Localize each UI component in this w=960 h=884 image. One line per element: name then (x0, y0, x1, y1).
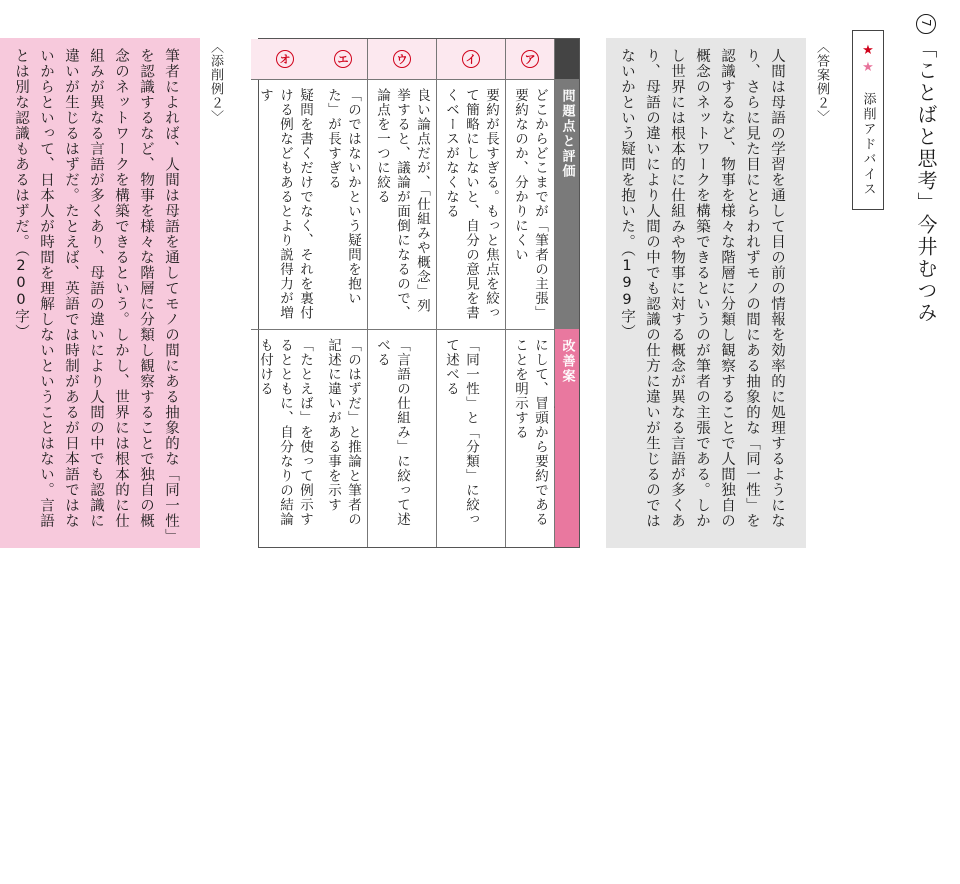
advice-label: 添削アドバイス (860, 92, 876, 197)
eval-cell (368, 80, 436, 330)
fix-cell (506, 330, 554, 547)
advice-box (852, 30, 884, 210)
correction-example-heading: 〈添削例２〉 (208, 40, 223, 124)
eval-header-label: 問題点と評価 (559, 89, 575, 179)
evaluation-table (258, 38, 580, 548)
marker-a: ア (521, 50, 539, 68)
mark-cell (251, 39, 319, 80)
answer-example-box (606, 38, 806, 548)
fix-text: 「のはずだ」と推論と筆者の記述に違いがある事を示す (325, 338, 361, 527)
fix-header-label: 改善案 (559, 339, 575, 384)
mark-cell (506, 39, 554, 80)
eval-header (555, 79, 579, 329)
table-row (437, 39, 506, 547)
advice-label-group (859, 43, 878, 197)
answer-example-heading: 〈答案例２〉 (814, 40, 829, 124)
fix-text: 「同一性」と「分類」に絞って述べる (443, 338, 479, 527)
mark-cell (437, 39, 505, 80)
title-number: 7 (916, 14, 936, 34)
star-icon: ★ (860, 43, 876, 60)
eval-cell (437, 80, 505, 330)
table-row (368, 39, 437, 547)
fix-text: 「言語の仕組み」に絞って述べる (374, 338, 410, 527)
title-text: 「ことばと思考」今井むつみ (914, 38, 938, 324)
eval-text: 「のではないかという疑問を抱いた」が長すぎる (325, 88, 361, 306)
eval-text: 良い論点だが、「仕組みや概念」列挙すると、議論が面倒になるので、論点を一つに絞る (374, 88, 430, 320)
fix-cell (319, 330, 367, 547)
fix-cell (368, 330, 436, 547)
header-corner (555, 39, 579, 79)
eval-text: 要約が長すぎる。もっと焦点を絞って簡略にしないと、自分の意見を書くベースがなくなる (443, 88, 499, 320)
correction-example-text: 筆者によれば、人間は母語を通してモノの間にある抽象的な「同一性」を認識するなど、物事を様々な階層に分類し観察することで独自の概念のネットワークを構築できるという。しかし、世界には根本的に仕組みが異なる言語が多くあり、母語の違いにより人間の中でも認識に違いが生じるはずだ。たとえば、英語では時制があるが日本語ではないからといって、日本人が時間を理解しないということはない。言語とは別な認識もあるはずだ。（200字） (13, 48, 179, 537)
answer-example-text: 人間は母語の学習を通して目の前の情報を効率的に処理するようになり、さらに見た目にとらわれずモノの間にある抽象的な「同一性」を認識するなど、物事を様々な階層に分類し観察することで人間独自の概念のネットワークを構築できるというのが筆者の主張である。しかし世界には根本的に仕組みや物事に対する概念が異なる言語が多くあり、母語の違いにより人間の中でも認識の仕方に違いが生じるのではないかという疑問を抱いた。（199字） (619, 48, 785, 529)
table-row (506, 39, 555, 547)
fix-cell (437, 330, 505, 547)
page-title (916, 14, 936, 324)
marker-i: イ (462, 50, 480, 68)
fix-text: 「たとえば」を使って例示するとともに、自分なりの結論も付ける (257, 338, 313, 527)
marker-u: ウ (393, 50, 411, 68)
eval-cell (506, 80, 554, 330)
eval-text: 疑問を書くだけでなく、それを裏付ける例などもあるとより説得力が増す (257, 88, 313, 320)
mark-cell (319, 39, 367, 80)
eval-text: どこからどこまでが「筆者の主張」要約なのか、分かりにくい (512, 88, 548, 320)
marker-e: エ (334, 50, 352, 68)
fix-header (555, 329, 579, 547)
eval-cell (251, 80, 319, 330)
table-header-column (555, 39, 579, 547)
fix-cell (251, 330, 319, 547)
marker-o: オ (276, 50, 294, 68)
correction-example-box (0, 38, 200, 548)
mark-cell (368, 39, 436, 80)
table-row (319, 39, 368, 547)
table-row (251, 39, 319, 547)
eval-cell (319, 80, 367, 330)
fix-text: にして、冒頭から要約であることを明示する (512, 338, 548, 527)
star-icon: ★ (860, 60, 876, 77)
